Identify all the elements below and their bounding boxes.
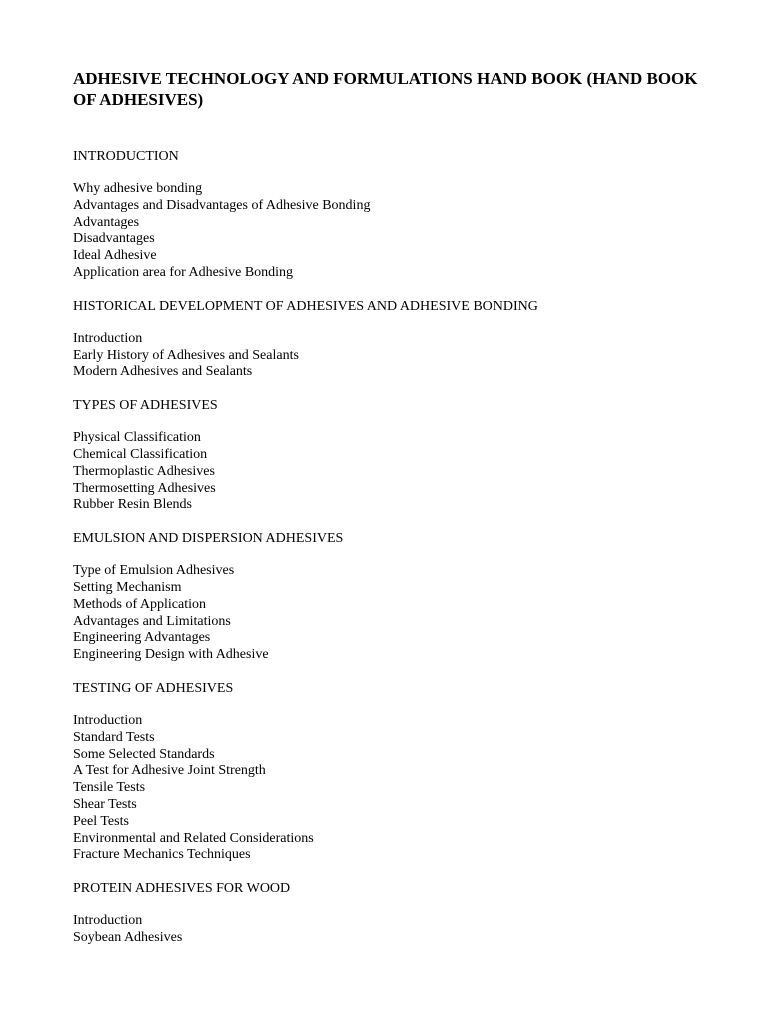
section-item: Introduction xyxy=(73,330,143,346)
section-item: Advantages and Limitations xyxy=(73,613,231,629)
section-item: Engineering Advantages xyxy=(73,630,211,646)
section-items xyxy=(73,563,733,664)
section-item: Shear Tests xyxy=(73,796,137,812)
section xyxy=(73,397,733,514)
section-items xyxy=(73,331,733,381)
section-item: Rubber Resin Blends xyxy=(73,497,192,513)
section-items xyxy=(73,713,733,864)
section-item: Introduction xyxy=(73,913,143,929)
section-item: Tensile Tests xyxy=(73,780,146,796)
section-item: Thermoplastic Adhesives xyxy=(73,463,215,479)
section-item: Fracture Mechanics Techniques xyxy=(73,847,251,863)
section-item: Peel Tests xyxy=(73,813,129,829)
section-heading: TESTING OF ADHESIVES xyxy=(73,680,234,696)
document-title: ADHESIVE TECHNOLOGY AND FORMULATIONS HAND BOOK (HAND BOOK OF ADHESIVES) xyxy=(73,69,698,109)
section xyxy=(73,530,733,664)
section-items xyxy=(73,913,733,947)
section-item: Advantages xyxy=(73,214,140,230)
section xyxy=(73,880,733,947)
section-item: Some Selected Standards xyxy=(73,746,215,762)
section-heading: TYPES OF ADHESIVES xyxy=(73,398,218,414)
section-items xyxy=(73,430,733,514)
section-item: Physical Classification xyxy=(73,430,201,446)
section-items xyxy=(73,181,733,282)
section xyxy=(73,680,733,864)
section-heading: EMULSION AND DISPERSION ADHESIVES xyxy=(73,531,344,547)
section-item: Why adhesive bonding xyxy=(73,181,203,196)
section-item: Type of Emulsion Adhesives xyxy=(73,563,235,579)
section-item: Chemical Classification xyxy=(73,446,208,462)
section xyxy=(73,148,733,282)
section-item: Early History of Adhesives and Sealants xyxy=(73,347,299,363)
section-heading: HISTORICAL DEVELOPMENT OF ADHESIVES AND ADHESIVE BONDING xyxy=(73,298,538,314)
section-item: Methods of Application xyxy=(73,596,206,612)
section-item: Environmental and Related Considerations xyxy=(73,830,314,846)
section-item: Advantages and Disadvantages of Adhesive Bonding xyxy=(73,197,371,213)
section-item: Thermosetting Adhesives xyxy=(73,480,216,496)
document-body xyxy=(73,148,733,963)
section-item: Application area for Adhesive Bonding xyxy=(73,264,294,280)
section-item: Modern Adhesives and Sealants xyxy=(73,364,253,380)
section-item: Engineering Design with Adhesive xyxy=(73,647,269,663)
section xyxy=(73,298,733,381)
section-heading: PROTEIN ADHESIVES FOR WOOD xyxy=(73,881,291,897)
section-item: Standard Tests xyxy=(73,729,155,745)
section-item: Soybean Adhesives xyxy=(73,929,183,945)
section-item: Disadvantages xyxy=(73,231,155,247)
section-item: Introduction xyxy=(73,712,143,728)
section-item: Ideal Adhesive xyxy=(73,248,157,264)
section-item: Setting Mechanism xyxy=(73,579,182,595)
section-item: A Test for Adhesive Joint Strength xyxy=(73,763,266,779)
section-heading: INTRODUCTION xyxy=(73,149,179,164)
